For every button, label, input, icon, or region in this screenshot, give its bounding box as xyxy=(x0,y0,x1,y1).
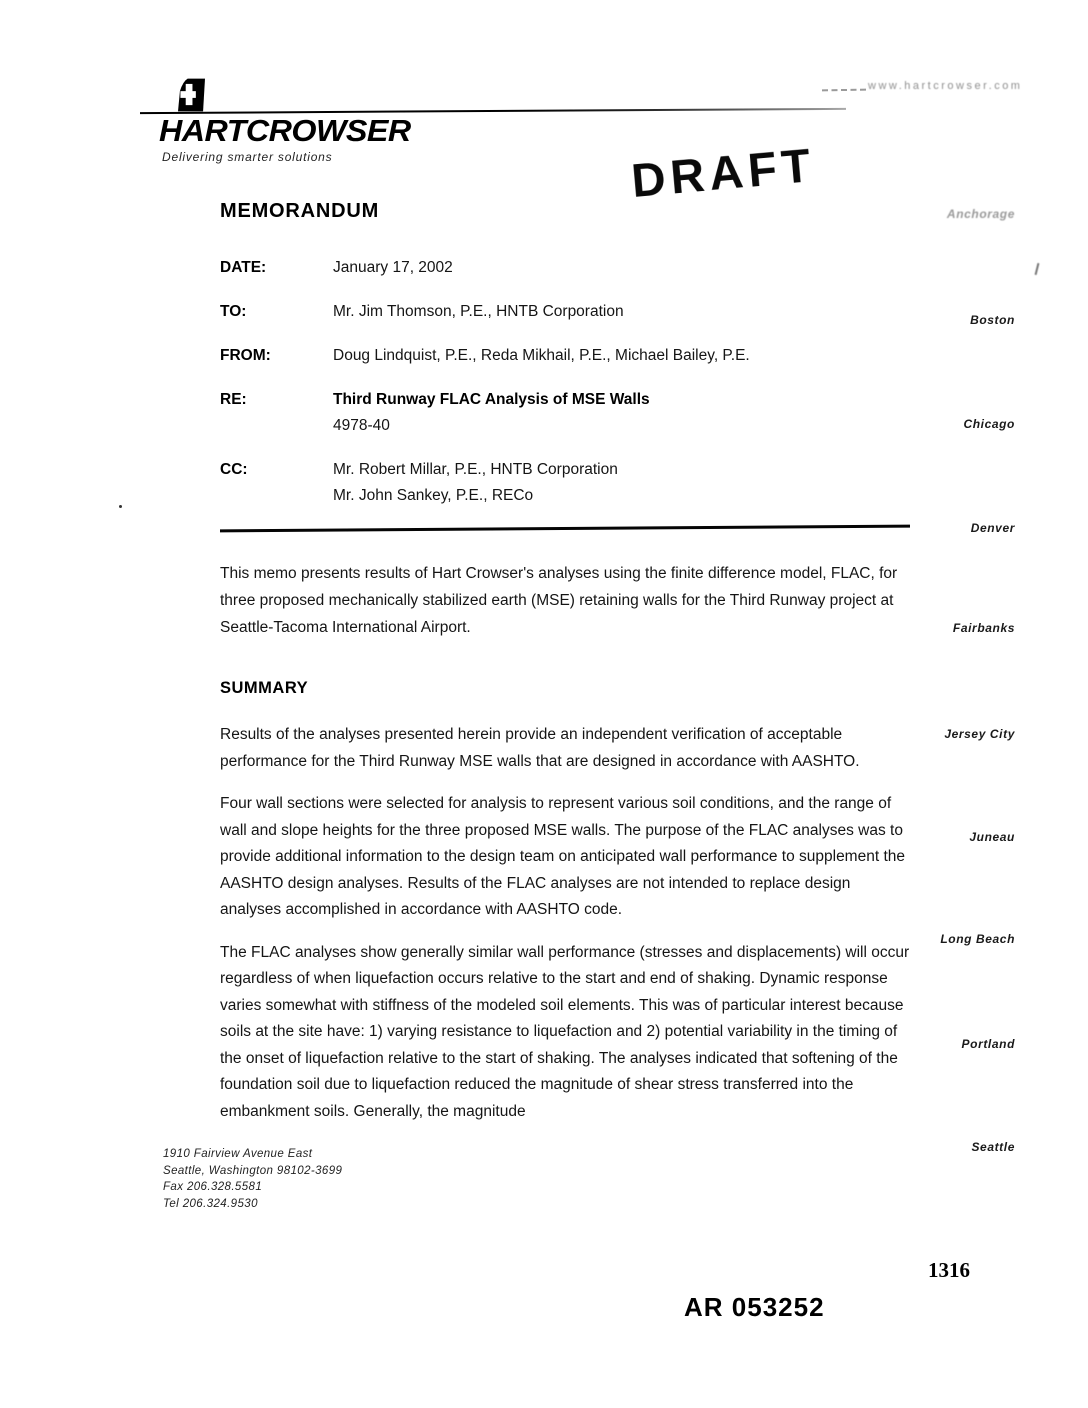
field-value-subject: Third Runway FLAC Analysis of MSE Walls xyxy=(333,391,650,408)
field-label: CC: xyxy=(220,461,248,478)
company-logo-text: HARTCROWSER xyxy=(159,113,411,148)
page-number: 1316 xyxy=(928,1258,970,1282)
memo-field-to xyxy=(220,299,910,325)
memo-field-from xyxy=(220,343,910,369)
field-label: FROM: xyxy=(220,347,271,364)
address-city-state-zip: Seattle, Washington 98102-3699 xyxy=(163,1164,343,1177)
field-value: January 17, 2002 xyxy=(333,259,453,276)
field-label: DATE: xyxy=(220,259,267,276)
field-value: Doug Lindquist, P.E., Reda Mikhail, P.E., Michael Bailey, P.E. xyxy=(333,347,750,364)
field-label: RE: xyxy=(220,391,247,408)
draft-stamp: DRAFT xyxy=(629,138,818,208)
summary-paragraph-2: Four wall sections were selected for analysis to represent various soil conditions, and the range of wall and slope heights for the three proposed MSE walls. The purpose of the FLAC analyses was to provide additional information to the design team on anticipated wall performance to supplement the AASHTO design analyses. Results of the FLAC analyses are not intended to replace design analyses accomplished in accordance with AASHTO code. xyxy=(220,795,905,918)
intro-paragraph: This memo presents results of Hart Crowser's analyses using the finite difference model, FLAC, for three proposed mechanically stabilized earth (MSE) retaining walls for the Third Runway project at Seattle-Tacoma International Airport. xyxy=(220,565,898,636)
city-label-anchorage: Anchorage xyxy=(946,207,1015,221)
office-address-block xyxy=(163,1146,342,1212)
summary-paragraph-1: Results of the analyses presented herein provide an independent verification of acceptable performance for the Third Runway MSE walls that are designed in accordance with AASHTO. xyxy=(220,726,860,770)
city-label-jersey-city: Jersey City xyxy=(944,727,1015,741)
document-stamp-number: AR 053252 xyxy=(684,1292,825,1322)
summary-paragraph-3: The FLAC analyses show generally similar wall performance (stresses and displacements) will occur regardless of when liquefaction occurs relative to the start and end of shaking. Dynamic response varies somewhat with stiffness of the modeled soil elements. This was of particular interest because soils at the site have: 1) varying resistance to liquefaction and 2) potential variability in the timing of the onset of liquefaction relative to the start of shaking. The analyses indicated that softening of the foundation soil due to liquefaction reduced the magnitude of shear stress transferred into the embankment soils. Generally, the magnitude xyxy=(220,943,910,1120)
summary-heading: SUMMARY xyxy=(220,679,309,697)
city-label-fairbanks: Fairbanks xyxy=(952,621,1015,635)
city-label-long-beach: Long Beach xyxy=(940,932,1015,946)
field-label: TO: xyxy=(220,303,247,320)
scan-artifact-mark xyxy=(1035,263,1040,275)
field-value: Mr. Jim Thomson, P.E., HNTB Corporation xyxy=(333,303,624,320)
scan-artifact-dot xyxy=(119,505,122,508)
field-value: Mr. Robert Millar, P.E., HNTB Corporation xyxy=(333,461,618,478)
memo-title: MEMORANDUM xyxy=(220,200,380,222)
hartcrowser-logo-icon xyxy=(178,78,205,112)
address-tel: Tel 206.324.9530 xyxy=(163,1197,258,1210)
memo-body-column xyxy=(220,200,910,1141)
section-divider-line xyxy=(220,525,910,533)
address-street: 1910 Fairview Avenue East xyxy=(163,1148,313,1160)
city-label-chicago: Chicago xyxy=(963,417,1015,431)
city-label-denver: Denver xyxy=(970,521,1015,535)
city-label-juneau: Juneau xyxy=(969,830,1015,844)
field-value-project-number: 4978-40 xyxy=(333,417,390,434)
field-value: Mr. John Sankey, P.E., RECo xyxy=(333,487,534,504)
city-label-portland: Portland xyxy=(961,1037,1015,1051)
memo-field-re xyxy=(220,387,910,439)
memo-field-cc xyxy=(220,457,910,509)
city-label-boston: Boston xyxy=(970,313,1015,327)
company-website: www.hartcrowser.com xyxy=(868,80,1023,92)
address-fax: Fax 206.328.5581 xyxy=(163,1181,263,1193)
company-tagline: Delivering smarter solutions xyxy=(162,150,333,164)
city-label-seattle: Seattle xyxy=(971,1140,1015,1154)
header-rule-dashes xyxy=(822,89,866,92)
memo-field-date xyxy=(220,255,910,281)
